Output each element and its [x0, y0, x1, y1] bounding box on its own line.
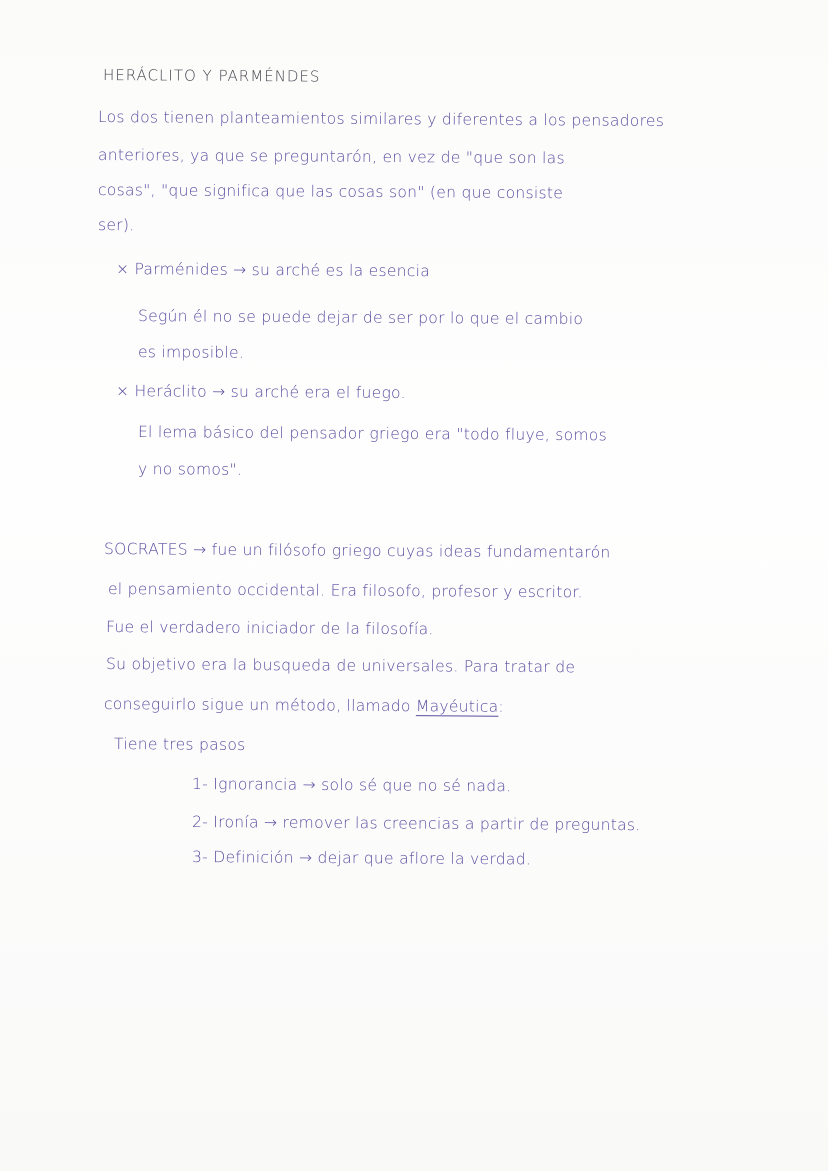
text-line: Según él no se puede dejar de ser por lo que el cambio — [137, 307, 584, 329]
step-item: 2- Ironía → remover las creencias a partir de preguntas. — [191, 813, 641, 835]
text-line: Fue el verdadero iniciador de la filosofía. — [105, 618, 434, 639]
text-line: el pensamiento occidental. Era filosofo, profesor y escritor. — [107, 580, 583, 602]
text-line: Su objetivo era la busqueda de universales. Para tratar de — [105, 655, 576, 677]
text-line: ser). — [97, 216, 135, 235]
text-line: es imposible. — [137, 343, 245, 362]
bullet-parmenides: × Parménides → su arché es la esencia — [115, 260, 431, 281]
method-name: Mayéutica — [415, 697, 499, 716]
text-line: cosas", "que significa que las cosas son" (en que consiste — [97, 181, 564, 203]
text-fragment: : — [498, 697, 505, 716]
socrates-heading-line: SOCRATES → fue un filósofo griego cuyas ideas fundamentarón — [103, 540, 611, 562]
text-line — [104, 695, 504, 716]
text-fragment: conseguirlo sigue un método, llamado — [103, 695, 416, 716]
step-item: 1- Ignorancia → solo sé que no sé nada. — [191, 775, 512, 796]
step-item: 3- Definición → dejar que aflore la verdad. — [191, 848, 532, 869]
text-line: El lema básico del pensador griego era "todo fluye, somos — [137, 423, 608, 445]
section-title: HERÁCLITO Y PARMÉNDES — [102, 66, 321, 86]
text-line: y no somos". — [137, 460, 243, 479]
bullet-heraclito: × Heráclito → su arché era el fuego. — [115, 382, 406, 403]
text-line: anteriores, ya que se preguntarón, en vez de "que son las — [97, 146, 565, 168]
text-line: Tiene tres pasos — [113, 735, 246, 754]
text-line: Los dos tienen planteamientos similares y diferentes a los pensadores — [97, 108, 665, 130]
